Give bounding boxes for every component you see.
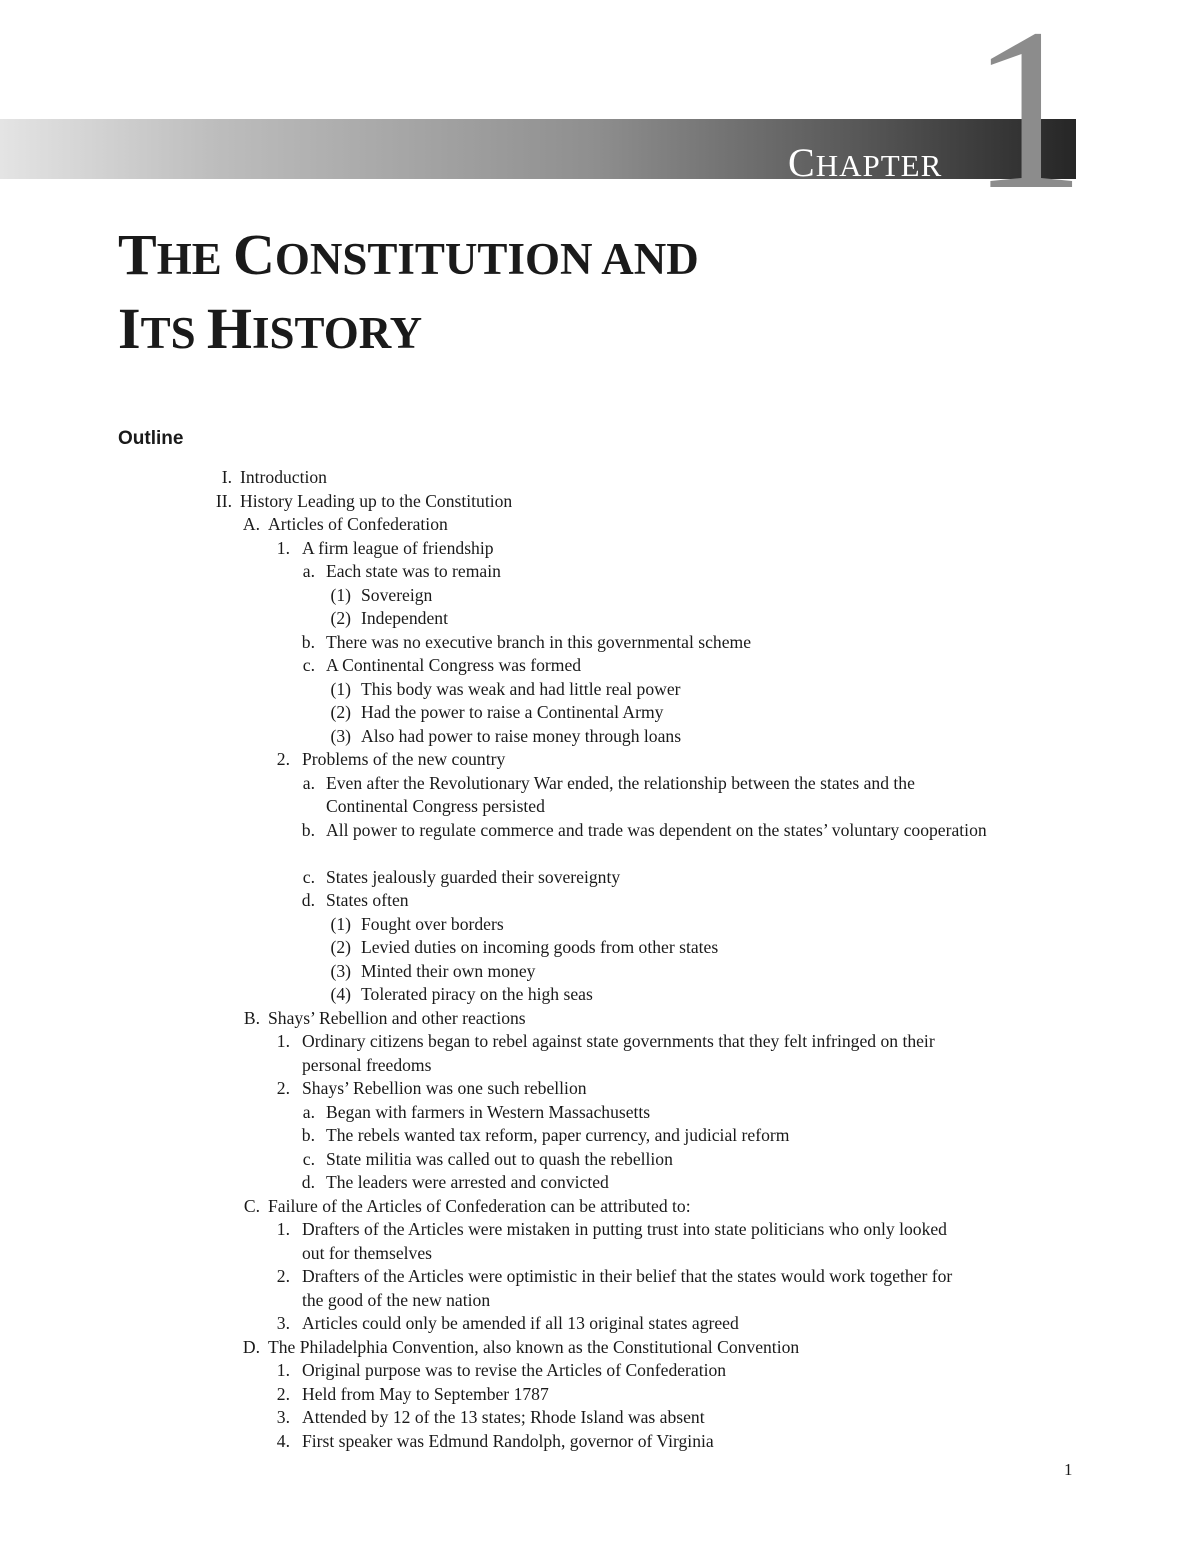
outline-item-label: (2) — [330, 702, 351, 722]
outline-item-label: A. — [242, 514, 260, 534]
outline-item-text: Began with farmers in Western Massachusetts — [326, 1101, 651, 1122]
outline-item-text: Minted their own money — [361, 960, 536, 981]
outline-item — [0, 1171, 1200, 1195]
title-fragment: ONSTITUTION AND — [274, 234, 699, 284]
outline-item-text: Introduction — [240, 467, 327, 487]
outline-item-label: 4. — [276, 1430, 290, 1451]
outline-item — [0, 466, 1200, 490]
outline-item — [0, 1195, 1200, 1219]
outline-item-label: b. — [301, 1125, 315, 1145]
outline-item-label: d. — [301, 890, 315, 910]
outline-item-label: (1) — [330, 584, 351, 605]
outline-item — [0, 1430, 1200, 1454]
outline-item — [0, 1312, 1200, 1336]
outline-item — [0, 889, 1200, 913]
outline-item-text: Had the power to raise a Continental Army — [361, 702, 664, 722]
outline-item-text: Failure of the Articles of Confederation can be attributed to: — [268, 1195, 691, 1216]
outline-item-label: a. — [302, 772, 315, 793]
outline-item-label: (4) — [330, 984, 351, 1004]
outline-item-label: (1) — [330, 913, 351, 934]
outline-item — [0, 607, 1200, 631]
outline-item — [0, 1030, 1200, 1054]
outline-item-label: c. — [302, 866, 315, 887]
outline-item — [0, 513, 1200, 537]
outline-item-label: b. — [301, 631, 315, 652]
outline-item-text: Even after the Revolutionary War ended, the relationship between the states and the — [326, 772, 915, 793]
outline-item-label: (3) — [330, 725, 351, 746]
outline-item-text: personal freedoms — [302, 1054, 432, 1075]
outline-item-text: All power to regulate commerce and trade was dependent on the states’ voluntary cooperation — [326, 819, 987, 840]
outline-item-text: States often — [326, 890, 409, 910]
chapter-label — [788, 140, 943, 186]
outline-item-text: Also had power to raise money through loans — [361, 725, 682, 746]
title-fragment: TS — [140, 308, 207, 358]
outline-item — [0, 866, 1200, 890]
outline-item — [0, 1054, 1200, 1078]
outline-item — [0, 819, 1200, 843]
outline-item-label: d. — [301, 1172, 315, 1192]
chapter-title-line-1 — [118, 222, 699, 296]
outline-item — [0, 960, 1200, 984]
outline-item-text: Each state was to remain — [326, 561, 501, 581]
outline-item-text: the good of the new nation — [302, 1289, 491, 1310]
title-fragment: C — [232, 222, 275, 287]
outline-item — [0, 772, 1200, 796]
outline-item-text: First speaker was Edmund Randolph, governor of Virginia — [302, 1430, 714, 1451]
outline-item — [0, 1148, 1200, 1172]
outline-item-label: I. — [221, 467, 232, 487]
chapter-label-initial: C — [788, 140, 816, 185]
outline-item — [0, 913, 1200, 937]
outline-item-text: The rebels wanted tax reform, paper currency, and judicial reform — [326, 1125, 790, 1145]
outline-item — [0, 1359, 1200, 1383]
outline-item-label: 2. — [276, 1078, 290, 1098]
outline-item-text: History Leading up to the Constitution — [240, 490, 513, 511]
outline-item-text: Shays’ Rebellion and other reactions — [268, 1007, 526, 1028]
outline-item — [0, 1406, 1200, 1430]
outline-item — [0, 1124, 1200, 1148]
outline-item — [0, 678, 1200, 702]
outline-item-label: C. — [243, 1195, 260, 1216]
chapter-number: 1 — [970, 0, 1086, 238]
outline-item-text: The Philadelphia Convention, also known as the Constitutional Convention — [268, 1336, 800, 1357]
outline-item-label: (3) — [330, 960, 351, 981]
outline-item-text: Held from May to September 1787 — [302, 1383, 549, 1404]
outline-item-text: There was no executive branch in this governmental scheme — [326, 631, 752, 652]
outline-item-text: State militia was called out to quash the rebellion — [326, 1148, 673, 1169]
outline-item-text: A firm league of friendship — [302, 537, 494, 558]
title-fragment: H — [206, 296, 252, 361]
outline-item — [0, 654, 1200, 678]
outline-item — [0, 1242, 1200, 1266]
chapter-title — [118, 222, 699, 370]
outline-item-label: II. — [215, 490, 232, 511]
outline-item-text: out for themselves — [302, 1242, 432, 1263]
outline-item — [0, 1077, 1200, 1101]
outline-item-text: The leaders were arrested and convicted — [326, 1172, 609, 1192]
outline-item-text: Articles could only be amended if all 13 original states agreed — [302, 1313, 739, 1333]
outline-item-label: 1. — [276, 1360, 290, 1380]
outline-item-label: 1. — [276, 537, 290, 558]
outline-item-label: 2. — [276, 749, 290, 769]
outline-item-label: D. — [242, 1336, 260, 1357]
outline-item — [0, 1218, 1200, 1242]
outline-item — [0, 537, 1200, 561]
outline-item-text: Articles of Confederation — [268, 514, 448, 534]
outline-item-label: 2. — [276, 1266, 290, 1286]
chapter-title-line-2 — [118, 296, 699, 370]
outline-item — [0, 631, 1200, 655]
outline-heading: Outline — [118, 428, 184, 449]
outline-item-label: 1. — [276, 1031, 290, 1051]
outline-item-label: 2. — [276, 1383, 290, 1404]
outline-item-text: States jealously guarded their sovereignty — [326, 866, 621, 887]
outline-item-text: Levied duties on incoming goods from other states — [361, 937, 719, 957]
outline-item — [0, 1289, 1200, 1313]
title-fragment: HE — [156, 234, 233, 284]
outline-item-label: (2) — [330, 937, 351, 957]
outline-item-label: a. — [302, 1101, 315, 1122]
outline-item — [0, 725, 1200, 749]
outline-item-text: Shays’ Rebellion was one such rebellion — [302, 1078, 587, 1098]
title-fragment: T — [118, 222, 157, 287]
outline-item — [0, 748, 1200, 772]
outline-item-text: Fought over borders — [361, 913, 504, 934]
outline-item-text: Attended by 12 of the 13 states; Rhode Island was absent — [302, 1407, 705, 1427]
outline-item-label: c. — [302, 1148, 315, 1169]
outline-item — [0, 842, 1200, 866]
outline-item-label: 3. — [276, 1407, 290, 1427]
outline-item-label: (1) — [330, 678, 351, 699]
outline-item — [0, 701, 1200, 725]
outline-item — [0, 983, 1200, 1007]
outline-item-text: This body was weak and had little real power — [361, 678, 681, 699]
outline-item — [0, 1383, 1200, 1407]
outline-item-text: Problems of the new country — [302, 749, 506, 769]
outline-item — [0, 1007, 1200, 1031]
outline-item — [0, 1265, 1200, 1289]
outline-item-label: b. — [301, 819, 315, 840]
outline-item-text: Ordinary citizens began to rebel against state governments that they felt infringed on their — [302, 1031, 935, 1051]
outline-item-text: Continental Congress persisted — [326, 796, 545, 816]
outline-item — [0, 795, 1200, 819]
outline-list — [0, 466, 1200, 1453]
outline-item-text: Sovereign — [361, 584, 433, 605]
outline-item — [0, 1336, 1200, 1360]
outline-item-text: Tolerated piracy on the high seas — [361, 984, 593, 1004]
outline-item-text: Drafters of the Articles were mistaken in putting trust into state politicians who only looked — [302, 1219, 947, 1239]
outline-item-label: a. — [302, 561, 315, 581]
outline-item-label: 1. — [276, 1219, 290, 1239]
outline-item — [0, 490, 1200, 514]
outline-item — [0, 584, 1200, 608]
outline-item-label: 3. — [276, 1313, 290, 1333]
outline-item-text: A Continental Congress was formed — [326, 655, 582, 675]
title-fragment: I — [118, 296, 141, 361]
outline-item-text: Drafters of the Articles were optimistic in their belief that the states would work together for — [302, 1266, 953, 1286]
outline-item-text: Original purpose was to revise the Articles of Confederation — [302, 1360, 727, 1380]
outline-item-label: B. — [243, 1007, 260, 1028]
outline-item — [0, 936, 1200, 960]
outline-item-label: c. — [302, 655, 315, 675]
outline-item — [0, 560, 1200, 584]
outline-item-label: (2) — [330, 608, 351, 628]
outline-item — [0, 1101, 1200, 1125]
page-number: 1 — [1064, 1460, 1073, 1479]
outline-item-text: Independent — [361, 608, 448, 628]
chapter-label-rest: HAPTER — [815, 148, 943, 183]
title-fragment: ISTORY — [252, 308, 423, 358]
